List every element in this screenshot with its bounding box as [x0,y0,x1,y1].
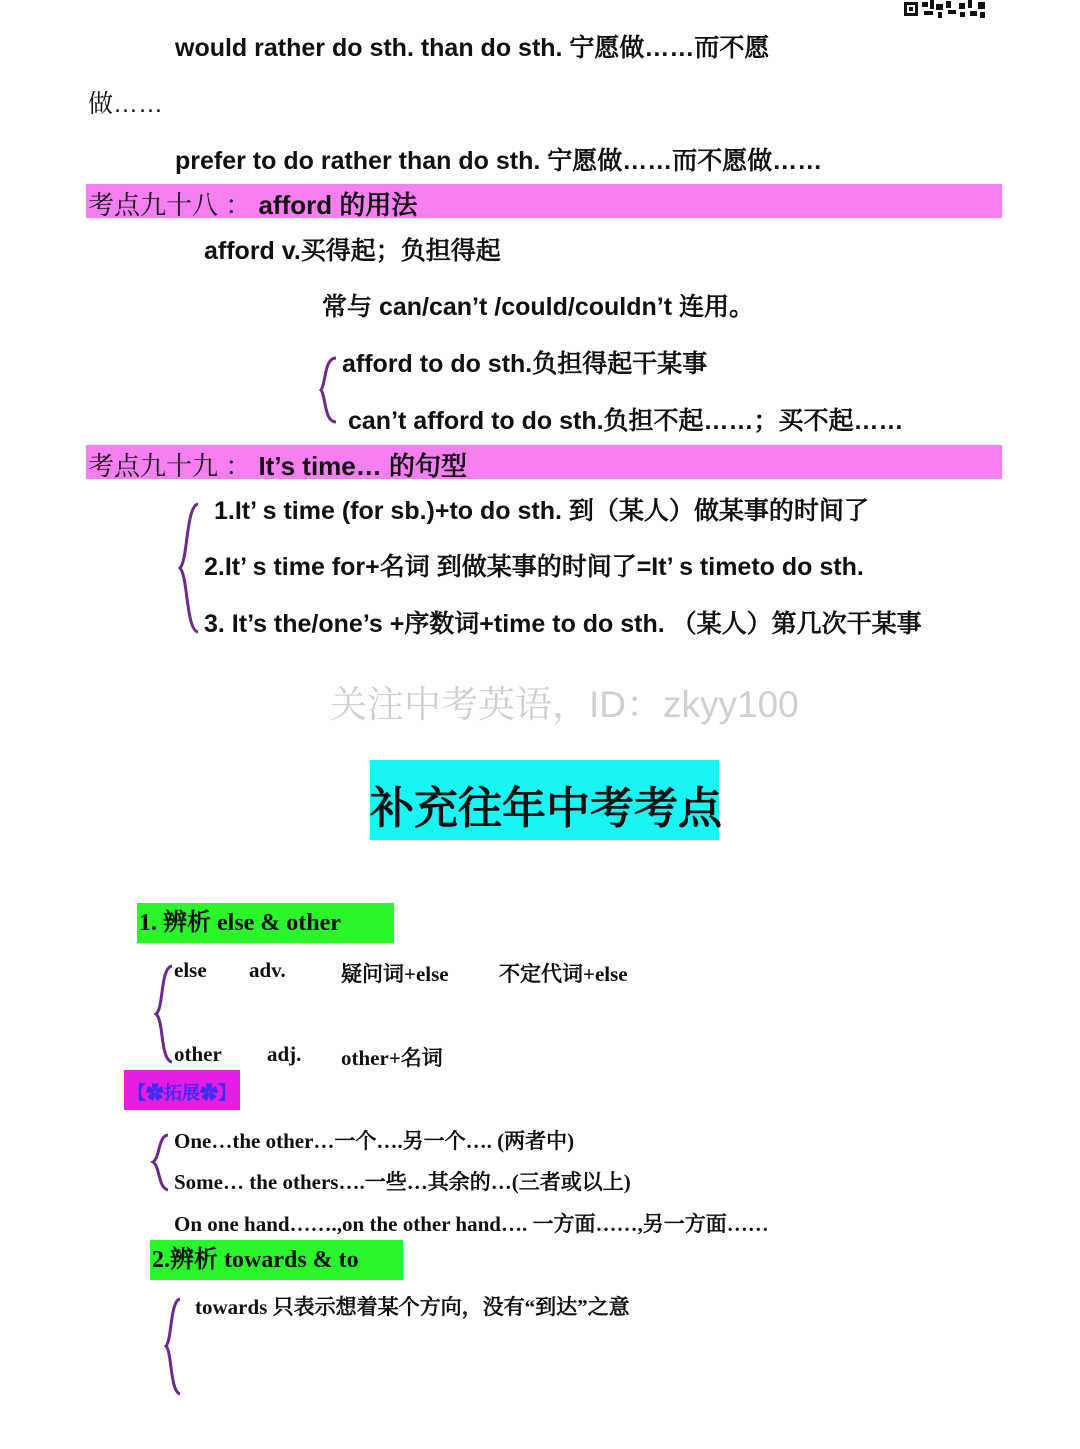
section-99-heading: 考点九十九 ： It’s time… 的句型 [88,451,467,481]
brace-towards [162,1296,188,1398]
top-line-1-cont: 做…… [88,90,164,118]
its-time-item-2: 2.It’ s time for+名词 到做某事的时间了=It’ s timeto do sth. [204,553,864,581]
towards-item: towards 只表示想着某个方向，没有“到达”之意 [195,1295,630,1319]
brace-98 [306,354,346,426]
else-usage-1: 疑问词+else [341,962,449,986]
afford-definition: afford v.买得起；负担得起 [204,237,501,265]
its-time-item-3: 3. It’s the/one’s +序数词+time to do sth. （某人）第几次干某事 [204,610,922,638]
else-pos: adv. [249,958,286,982]
else-word: else [174,958,207,982]
expand-tag-label: 【✿拓展✿】 [128,1083,236,1103]
watermark: 关注中考英语，ID：zkyy100 [330,684,799,725]
part-1-tag: 1. 辨析 else & other [137,903,394,943]
other-word: other [174,1042,222,1066]
afford-usage-note: 常与 can/can’t /could/couldn’t 连用。 [322,293,754,321]
section-98-heading-band [86,184,1002,218]
part-2-tag: 2.辨析 towards & to [150,1240,403,1280]
afford-item-2: can’t afford to do sth.负担不起……；买不起…… [348,407,904,435]
expand-item-2: Some… the others….一些…其余的…(三者或以上) [174,1170,631,1194]
expand-item-3: On one hand…….,on the other hand…. 一方面……,另一方面…… [174,1212,769,1236]
expand-item-1: One…the other…一个….另一个…. (两者中) [174,1129,575,1153]
section-98-heading: 考点九十八 ： afford 的用法 [88,190,418,220]
afford-item-1: afford to do sth.负担得起干某事 [342,350,708,378]
supplement-title: 补充往年中考考点 [370,784,722,833]
other-usage: other+名词 [341,1046,443,1070]
its-time-item-1: 1.It’ s time (for sb.)+to do sth. 到（某人）做某事的时间了 [214,497,869,525]
qr-code-icon [904,0,986,20]
expand-tag [124,1070,240,1110]
top-line-1: would rather do sth. than do sth. 宁愿做……而不愿 [175,34,770,62]
brace-expand [148,1132,176,1194]
section-99-heading-band [86,445,1002,479]
else-usage-2: 不定代词+else [499,962,628,986]
top-line-2: prefer to do rather than do sth. 宁愿做……而不愿做…… [175,147,823,175]
supplement-title-box [370,760,722,840]
other-pos: adj. [267,1042,302,1066]
